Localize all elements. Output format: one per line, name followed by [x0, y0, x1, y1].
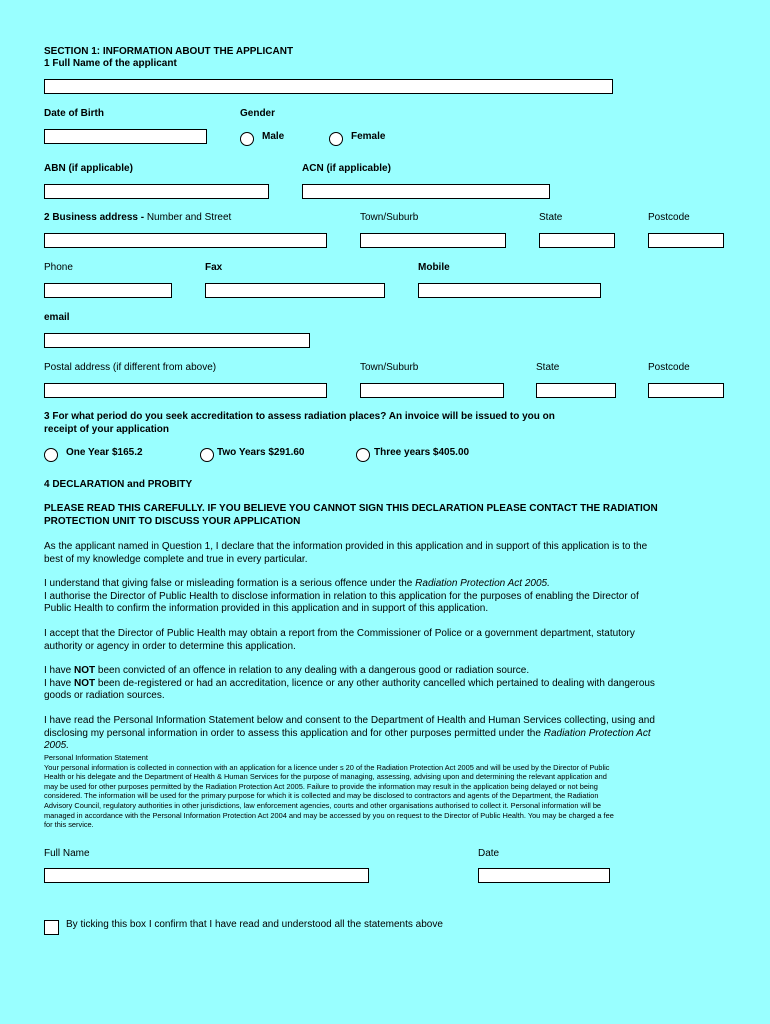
- declaration-paragraph-3: [44, 628, 635, 653]
- declaration-paragraph-4: [44, 665, 655, 703]
- postal-town-label: Town/Suburb: [360, 362, 419, 373]
- declaration-p1-line2: best of my knowledge complete and true in every particular.: [44, 553, 308, 565]
- phone-label: Phone: [44, 262, 73, 273]
- pis-line: may be used for other purposes permitted by the Radiation Protection Act 2005. Failure to provide the information may result in the application being delayed or not being: [44, 781, 598, 791]
- signature-date-input[interactable]: [478, 868, 610, 883]
- dob-label: Date of Birth: [44, 108, 104, 119]
- pis-line: managed in accordance with the Personal Information Protection Act 2004 and may be accessed by you on request to the Director of Public Health. You may be charged a fee: [44, 810, 614, 820]
- abn-label: ABN (if applicable): [44, 163, 133, 174]
- gender-female-label: Female: [351, 131, 386, 142]
- declaration-p5-line1: I have read the Personal Information Statement below and consent to the Department of Health and Human Services collecting, using and: [44, 715, 655, 726]
- business-postcode-label: Postcode: [648, 212, 690, 223]
- personal-info-statement: [44, 753, 614, 830]
- declaration-p2-line1-text: I understand that giving false or misleading formation is a serious offence under the: [44, 578, 416, 589]
- declaration-p3-line1: I accept that the Director of Public Health may obtain a report from the Commissioner of Police or a government department, statutory: [44, 628, 635, 639]
- period-three-years-radio[interactable]: [356, 448, 370, 462]
- pis-line: Advisory Council, regulatory authorities in other jurisdictions, law enforcement agencies, courts and other organisations authorised to collect it. Personal information will be: [44, 800, 602, 810]
- declaration-p3-line2: authority or agency in order to determine this application.: [44, 640, 296, 652]
- declaration-p4-l1-not: NOT: [74, 665, 96, 676]
- declaration-p5-line3: [44, 740, 655, 753]
- mobile-input[interactable]: [418, 283, 601, 298]
- declaration-paragraph-2: [44, 578, 639, 616]
- declaration-paragraph-5: [44, 715, 655, 753]
- period-one-year-label: One Year $165.2: [66, 447, 143, 458]
- full-name-applicant-input[interactable]: [44, 79, 613, 94]
- acn-label: ACN (if applicable): [302, 163, 391, 174]
- email-input[interactable]: [44, 333, 310, 348]
- postal-town-input[interactable]: [360, 383, 504, 398]
- business-address-label-rest: Number and Street: [146, 212, 232, 223]
- period-question-line2: receipt of your application: [44, 424, 170, 435]
- declaration-p4-l2-not: NOT: [74, 677, 96, 689]
- postal-postcode-input[interactable]: [648, 383, 724, 398]
- full-name-applicant-label: 1 Full Name of the applicant: [44, 58, 177, 69]
- business-postcode-input[interactable]: [648, 233, 724, 248]
- confirm-checkbox-label: By ticking this box I confirm that I have read and understood all the statements above: [66, 919, 443, 930]
- business-state-label: State: [539, 212, 563, 223]
- phone-input[interactable]: [44, 283, 172, 298]
- declaration-p4-l1-a: I have: [44, 665, 75, 676]
- signature-full-name-input[interactable]: [44, 868, 369, 883]
- declaration-p5-act-year: 2005.: [44, 740, 70, 751]
- mobile-label: Mobile: [418, 262, 450, 273]
- pis-line: for this service.: [44, 820, 94, 830]
- abn-input[interactable]: [44, 184, 269, 199]
- email-label: email: [44, 312, 70, 323]
- declaration-p4-line3: goods or radiation sources.: [44, 690, 165, 701]
- declaration-p2-line2: I authorise the Director of Public Health to disclose information in relation to this application for the purposes of enabling the Director of: [44, 590, 639, 602]
- dob-input[interactable]: [44, 129, 207, 144]
- gender-male-radio[interactable]: [240, 132, 254, 146]
- acn-input[interactable]: [302, 184, 550, 199]
- declaration-p2-line3: Public Health to confirm the information provided in this application and in support of this application.: [44, 603, 489, 614]
- fax-label: Fax: [205, 262, 223, 273]
- fax-input[interactable]: [205, 283, 385, 298]
- gender-label: Gender: [240, 108, 276, 119]
- signature-date-label: Date: [478, 848, 500, 859]
- pis-line: Your personal information is collected in connection with an application for a licence under s 20 of the Radiation Protection Act 2005 and will be used by the Director of Public: [44, 762, 610, 772]
- business-state-input[interactable]: [539, 233, 615, 248]
- postal-state-label: State: [536, 362, 560, 373]
- period-two-years-label: Two Years $291.60: [217, 447, 305, 458]
- business-address-label: [44, 212, 231, 224]
- gender-female-radio[interactable]: [329, 132, 343, 146]
- declaration-p5-act-name: Radiation Protection Act: [543, 727, 651, 739]
- postal-state-input[interactable]: [536, 383, 616, 398]
- declaration-p1-line1: As the applicant named in Question 1, I declare that the information provided in this application and in support of this application is to the: [44, 541, 648, 552]
- declaration-p4-l2-b: been de-registered or had an accreditation, licence or any other authority cancelled which pertained to dealing with dangerous: [95, 677, 655, 689]
- period-two-years-radio[interactable]: [200, 448, 214, 462]
- period-question-line1: 3 For what period do you seek accreditation to assess radiation places? An invoice will be issued to you on: [44, 411, 555, 422]
- period-one-year-radio[interactable]: [44, 448, 58, 462]
- postal-postcode-label: Postcode: [648, 362, 690, 373]
- postal-street-input[interactable]: [44, 383, 327, 398]
- business-town-input[interactable]: [360, 233, 506, 248]
- period-three-years-label: Three years $405.00: [374, 447, 470, 458]
- gender-male-label: Male: [262, 131, 285, 142]
- pis-line: Health or his delegate and the Department of Health & Human Services for the purpose of managing, assessing, advising upon and determining the relevant application and: [44, 772, 607, 782]
- postal-address-label: Postal address (if different from above): [44, 362, 217, 373]
- business-street-input[interactable]: [44, 233, 327, 248]
- declaration-heading: 4 DECLARATION and PROBITY: [44, 479, 193, 490]
- declaration-p4-line2: [44, 678, 655, 691]
- declaration-p2-line1: [44, 578, 639, 591]
- business-town-label: Town/Suburb: [360, 212, 419, 223]
- declaration-p4-l2-a: I have: [44, 677, 75, 689]
- signature-full-name-label: Full Name: [44, 848, 90, 859]
- declaration-p5-line2: [44, 728, 655, 741]
- confirm-checkbox[interactable]: [44, 920, 59, 935]
- declaration-warning-line1: PLEASE READ THIS CAREFULLY. IF YOU BELIEVE YOU CANNOT SIGN THIS DECLARATION PLEASE CONTACT THE RADIATION: [44, 503, 658, 514]
- section1-heading: SECTION 1: INFORMATION ABOUT THE APPLICANT: [44, 46, 294, 57]
- declaration-paragraph-1: [44, 541, 647, 566]
- declaration-p2-act-name: Radiation Protection Act 2005.: [415, 578, 550, 589]
- declaration-warning-line2: PROTECTION UNIT TO DISCUSS YOUR APPLICATION: [44, 516, 301, 527]
- business-address-label-bold: 2 Business address -: [44, 212, 147, 223]
- declaration-p4-l1-b: been convicted of an offence in relation to any dealing with a dangerous good or radiation source.: [95, 665, 530, 676]
- declaration-p4-line1: [44, 665, 655, 678]
- personal-info-statement-title: Personal Information Statement: [44, 753, 148, 762]
- pis-line: considered. The information will be used for the primary purpose for which it is collected and may be disclosed to contractors and agents of the Department, the Radiation: [44, 791, 599, 801]
- declaration-p5-l2-text: disclosing my personal information in order to assess this application and for other purposes permitted under the: [44, 727, 544, 739]
